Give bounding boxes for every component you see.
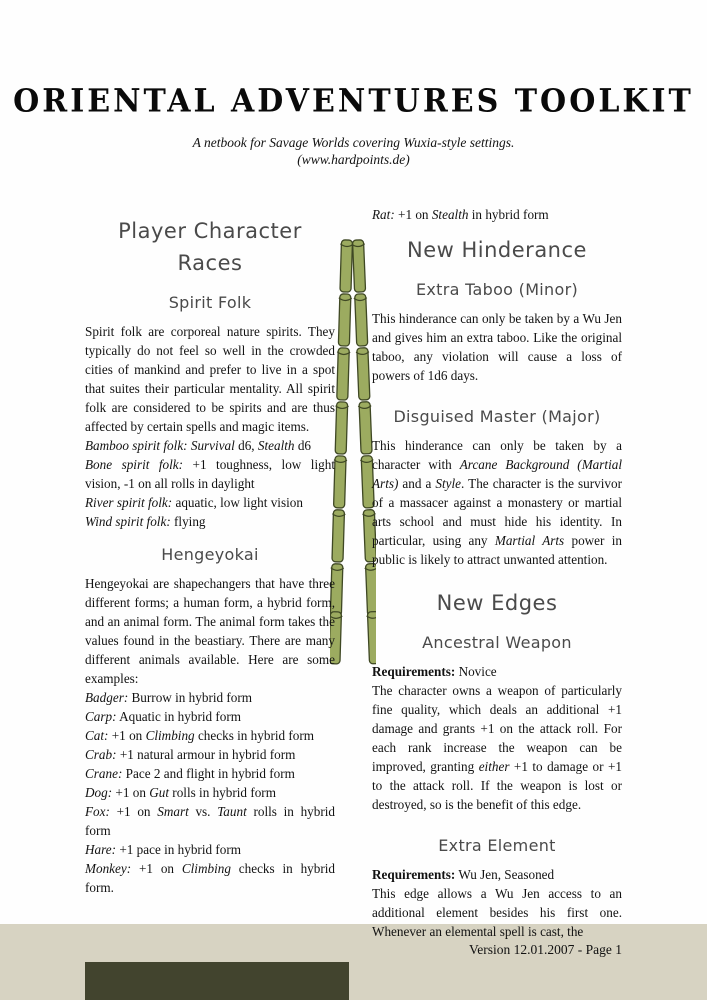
left-column xyxy=(85,205,335,897)
right-column xyxy=(372,205,622,941)
trait-entry: Bamboo spirit folk: Survival d6, Stealth d6 xyxy=(85,438,312,453)
subsection-heading-ancestral-weapon: Ancestral Weapon xyxy=(422,633,572,652)
subsection-heading-spirit-folk: Spirit Folk xyxy=(168,293,252,312)
ancestral-weapon-paragraph: The character owns a weapon of particularly fine quality, which deals an additional +1 damage and grants +1 on the attack roll. For each rank increase the weapon can be improved, granting either +1 to damage or +1 to the attack roll. If the weapon is lost or destroyed, so is the benefit of this edge. xyxy=(372,683,622,812)
spirit-folk-paragraph: Spirit folk are corporeal nature spirits. They typically do not feel so well in the crowded cities of mankind and prefer to live in a spot that suites their particular mentality. All spirit folk are considered to be spirits and are thus affected by certain spells and magic items. xyxy=(85,324,335,434)
spacer xyxy=(372,385,622,393)
spacer xyxy=(372,814,622,822)
spacer xyxy=(372,569,622,577)
trait-entry: Fox: +1 on Smart vs. Taunt rolls in hybrid form xyxy=(85,804,336,838)
subsection-heading-disguised-master: Disguised Master (Major) xyxy=(393,407,601,426)
trait-entry: Dog: +1 on Gut rolls in hybrid form xyxy=(85,785,276,800)
subsection-heading-extra-element: Extra Element xyxy=(438,836,556,855)
bamboo-illustration-icon xyxy=(330,238,376,666)
trait-entry: Bone spirit folk: +1 toughness, low light vision, -1 on all rolls in daylight xyxy=(85,457,335,491)
footer-accent-block xyxy=(85,962,349,1000)
trait-entry: River spirit folk: aquatic, low light vision xyxy=(85,495,303,510)
trait-entry: Monkey: +1 on Climbing checks in hybrid form. xyxy=(85,861,335,895)
subsection-heading-extra-taboo: Extra Taboo (Minor) xyxy=(415,280,578,299)
trait-entry: Hare: +1 pace in hybrid form xyxy=(85,842,242,857)
trait-entry: Wind spirit folk: flying xyxy=(85,514,206,529)
trait-entry: Carp: Aquatic in hybrid form xyxy=(85,709,242,724)
trait-entry: Crab: +1 natural armour in hybrid form xyxy=(85,747,296,762)
trait-entry: Cat: +1 on Climbing checks in hybrid form xyxy=(85,728,315,743)
extra-element-paragraph: This edge allows a Wu Jen access to an additional element besides his first one. Whenever an elemental spell is cast, the xyxy=(372,886,622,939)
document-title: ORIENTAL ADVENTURES TOOLKIT xyxy=(13,83,694,120)
section-heading-new-edges: New Edges xyxy=(436,591,558,615)
ancestral-weapon-requirements: Requirements: Novice xyxy=(372,664,497,679)
hengeyokai-paragraph: Hengeyokai are shapechangers that have three different forms; a human form, a hybrid form, and an animal form. The animal form takes the values found in the beastiary. There are many different animals available. Here are some examples: xyxy=(85,576,335,686)
subtitle-line: A netbook for Savage Worlds covering Wuxia-style settings. xyxy=(192,135,515,150)
extra-taboo-paragraph: This hinderance can only be taken by a Wu Jen and gives him an extra taboo. Like the original taboo, any violation will cause a loss of powers of 1d6 days. xyxy=(372,311,622,383)
trait-entry: Badger: Burrow in hybrid form xyxy=(85,690,253,705)
extra-element-requirements: Requirements: Wu Jen, Seasoned xyxy=(372,867,555,882)
section-heading-player-character-races: Player Character Races xyxy=(118,219,302,275)
document-subtitle xyxy=(0,134,707,168)
subsection-heading-hengeyokai: Hengeyokai xyxy=(161,545,259,564)
disguised-master-paragraph: This hinderance can only be taken by a character with Arcane Background (Martial Arts) and a Style. The character is the survivor of a massacer against a monastery or martial arts school and must hide his identity. In particular, using any Martial Arts power in public is likely to attract unwanted attention. xyxy=(372,438,622,567)
trait-entry: Crane: Pace 2 and flight in hybrid form xyxy=(85,766,295,781)
section-heading-new-hinderance: New Hinderance xyxy=(407,238,587,262)
trait-entry-rat: Rat: +1 on Stealth in hybrid form xyxy=(372,207,549,222)
page-footer-version: Version 12.01.2007 - Page 1 xyxy=(469,942,622,957)
subtitle-url: (www.hardpoints.de) xyxy=(297,152,410,167)
